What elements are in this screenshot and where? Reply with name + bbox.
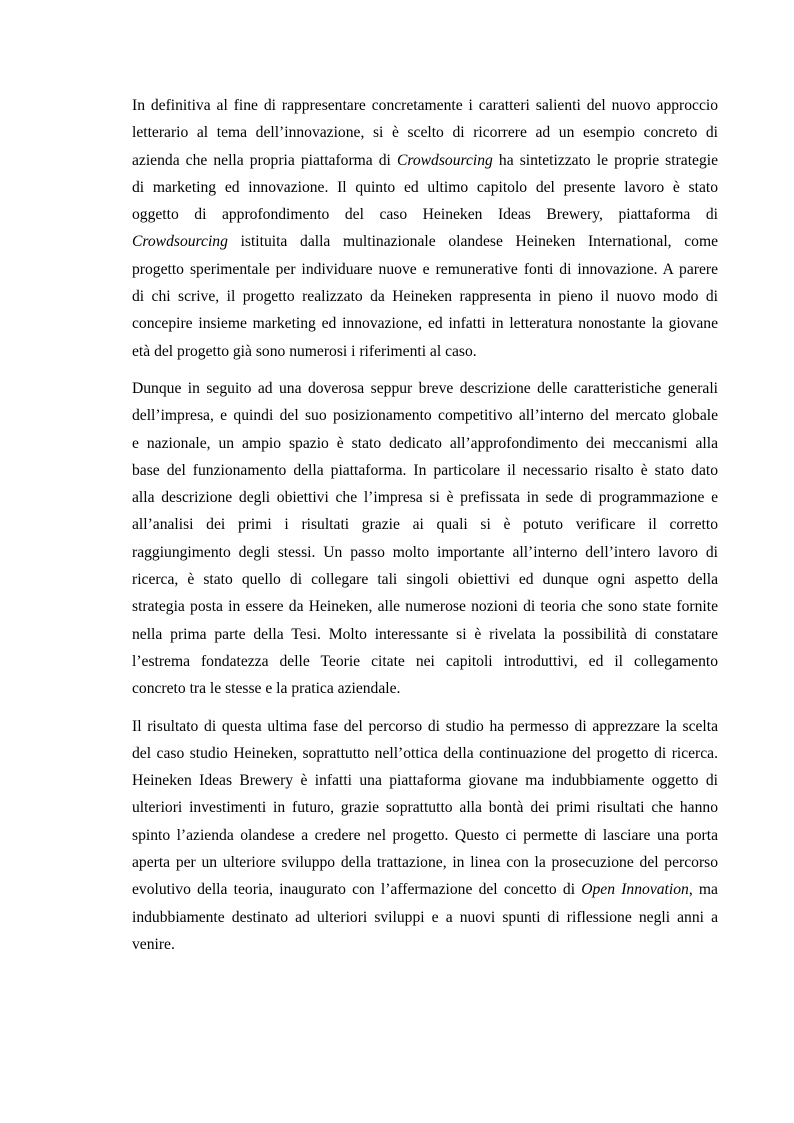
text-line: di marketing ed innovazione. Il quinto ed ultimo capitolo del presente lavoro è stato bbox=[132, 178, 718, 196]
text-line: Dunque in seguito ad una doverosa seppur breve descrizione delle caratteristiche generali bbox=[132, 379, 718, 397]
text-line: aperta per un ulteriore sviluppo della trattazione, in linea con la prosecuzione del percorso bbox=[132, 854, 718, 872]
text-line: nella prima parte della Tesi. Molto interessante si è rivelata la possibilità di constatare bbox=[132, 625, 718, 643]
body-text bbox=[132, 92, 718, 958]
text-line: Il risultato di questa ultima fase del percorso di studio ha permesso di apprezzare la scelta bbox=[132, 717, 718, 735]
text-line: Crowdsourcing istituita dalla multinazionale olandese Heineken International, come bbox=[132, 233, 718, 251]
text-line: raggiungimento degli stessi. Un passo molto importante all’interno dell’intero lavoro di bbox=[132, 543, 718, 561]
text-line: alla descrizione degli obiettivi che l’impresa si è prefissata in sede di programmazione e bbox=[132, 489, 718, 507]
text-line: concreto tra le stesse e la pratica aziendale. bbox=[132, 680, 401, 698]
text-line: all’analisi dei primi i risultati grazie ai quali si è potuto verificare il corretto bbox=[132, 516, 718, 534]
italic-term: Crowdsourcing bbox=[132, 233, 228, 251]
text-line: azienda che nella propria piattaforma di Crowdsourcing ha sintetizzato le proprie strategie bbox=[132, 151, 718, 169]
text-line: l’estrema fondatezza delle Teorie citate nei capitoli introduttivi, ed il collegamento bbox=[132, 652, 718, 670]
text-line: Heineken Ideas Brewery è infatti una piattaforma giovane ma indubbiamente oggetto di bbox=[132, 772, 718, 790]
italic-term: Crowdsourcing bbox=[396, 151, 493, 169]
text-line: oggetto di approfondimento del caso Heineken Ideas Brewery, piattaforma di bbox=[132, 206, 718, 224]
paragraph bbox=[132, 92, 718, 365]
paragraph bbox=[132, 375, 718, 703]
text-line: dell’impresa, e quindi del suo posizionamento competitivo all’interno del mercato globale bbox=[132, 407, 718, 425]
text-line: e nazionale, un ampio spazio è stato dedicato all’approfondimento dei meccanismi alla bbox=[132, 434, 718, 452]
text-line: concepire insieme marketing ed innovazione, ed infatti in letteratura nonostante la giovane bbox=[132, 315, 718, 333]
text-line: ricerca, è stato quello di collegare tali singoli obiettivi ed dunque ogni aspetto della bbox=[132, 571, 718, 589]
text-line: letterario al tema dell’innovazione, si è scelto di ricorrere ad un esempio concreto di bbox=[132, 124, 718, 142]
text-line: venire. bbox=[132, 935, 175, 953]
text-line: progetto sperimentale per individuare nuove e remunerative fonti di innovazione. A parere bbox=[132, 260, 718, 278]
text-line: strategia posta in essere da Heineken, alle numerose nozioni di teoria che sono state fornite bbox=[132, 598, 718, 616]
italic-term: Open Innovation bbox=[581, 881, 689, 899]
text-line: del caso studio Heineken, soprattutto nell’ottica della continuazione del progetto di ricerca. bbox=[132, 744, 718, 762]
text-line: evolutivo della teoria, inaugurato con l’affermazione del concetto di Open Innovation, ma bbox=[132, 881, 718, 899]
text-line: di chi scrive, il progetto realizzato da Heineken rappresenta in pieno il nuovo modo di bbox=[132, 288, 718, 306]
text-line: In definitiva al fine di rappresentare concretamente i caratteri salienti del nuovo approccio bbox=[132, 97, 718, 114]
text-line: età del progetto già sono numerosi i riferimenti al caso. bbox=[132, 342, 477, 360]
text-line: spinto l’azienda olandese a credere nel progetto. Questo ci permette di lasciare una porta bbox=[132, 826, 718, 844]
paragraph bbox=[132, 713, 718, 959]
text-line: indubbiamente destinato ad ulteriori sviluppi e a nuovi spunti di riflessione negli anni a bbox=[132, 908, 718, 926]
text-line: ulteriori investimenti in futuro, grazie soprattutto alla bontà dei primi risultati che hanno bbox=[132, 799, 718, 817]
text-line: base del funzionamento della piattaforma. In particolare il necessario risalto è stato dato bbox=[132, 461, 718, 479]
